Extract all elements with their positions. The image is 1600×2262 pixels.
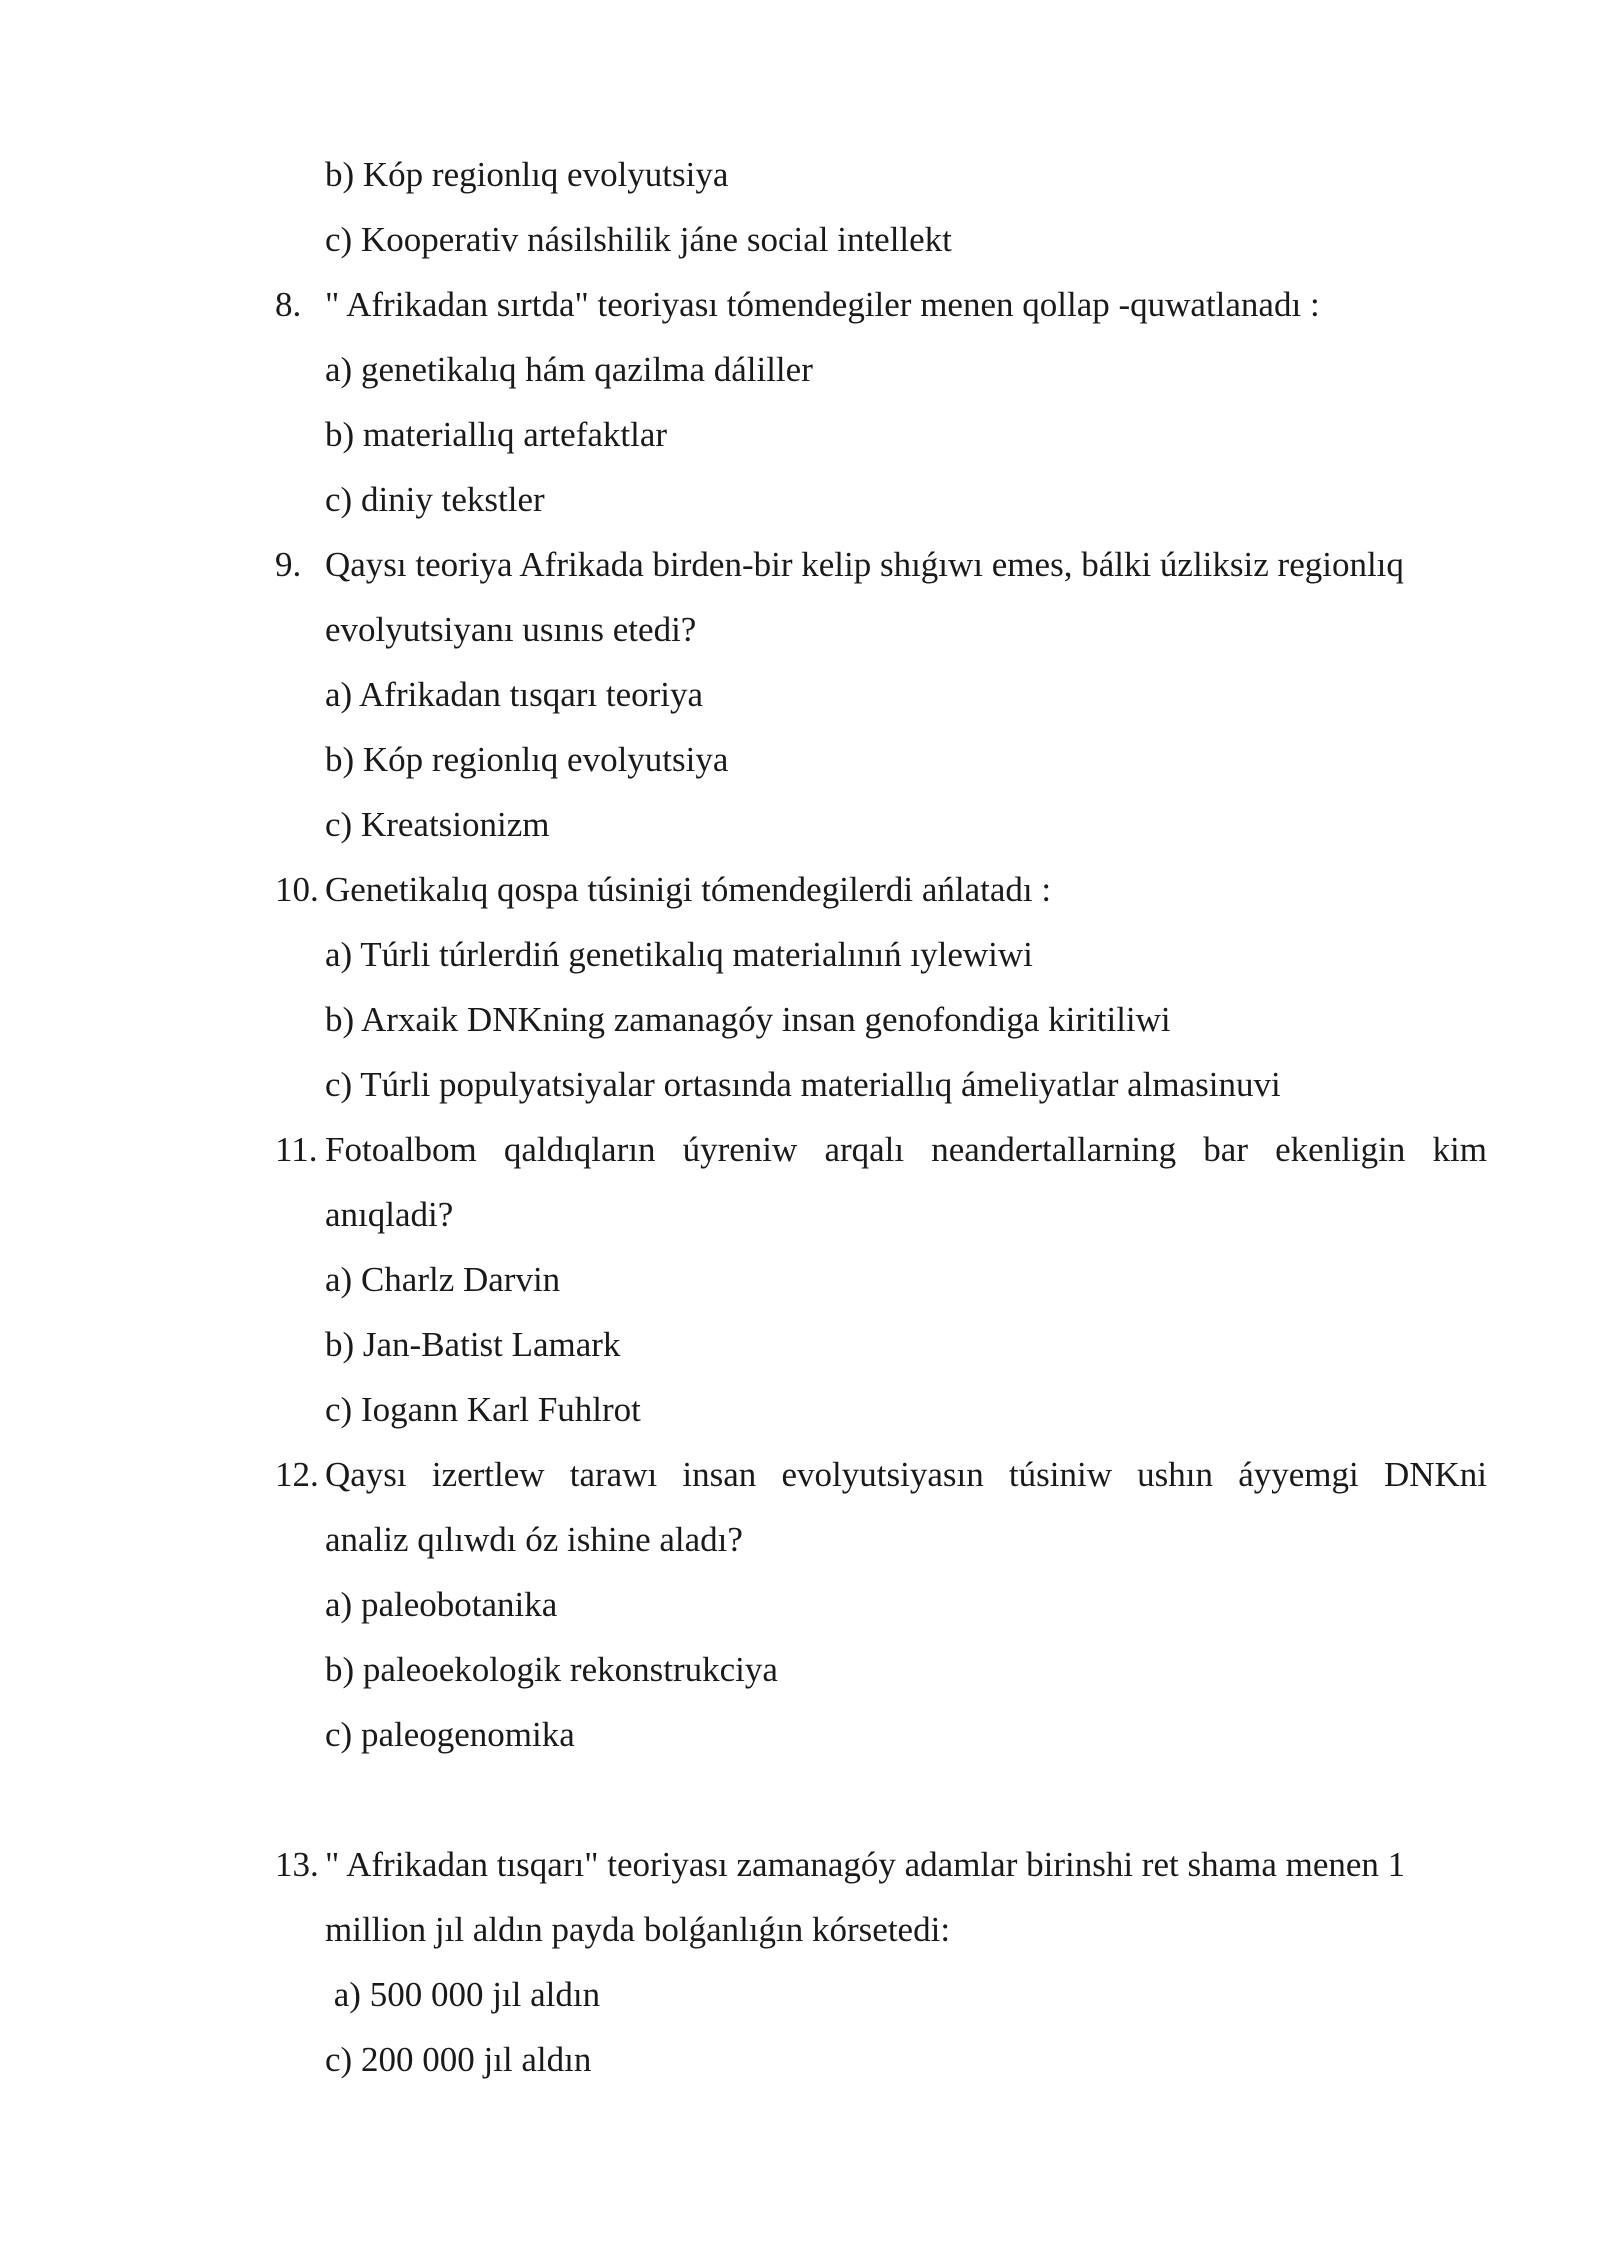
q13-option-c: c) 200 000 jıl aldın [325,2040,592,2079]
q12-option-b: b) paleoekologik rekonstrukciya [325,1650,778,1689]
q8-option-a: a) genetikalıq hám qazilma dáliller [325,350,813,389]
q12-text-line2: analiz qılıwdı óz ishine aladı? [325,1520,743,1559]
q8-option-c: c) diniy tekstler [325,480,545,519]
q13-text-line1: " Afrikadan tısqarı" teoriyası zamanagóy adamlar birinshi ret shama menen 1 [325,1845,1406,1884]
q8-number: 8. [275,285,302,324]
q8-option-b: b) materiallıq artefaktlar [325,415,668,454]
q11-text-line2: anıqladi? [325,1195,454,1234]
q11-option-a: a) Charlz Darvin [325,1260,561,1299]
q11-option-c: c) Iogann Karl Fuhlrot [325,1390,641,1429]
q10-option-b: b) Arxaik DNKning zamanagóy insan genofondiga kiritiliwi [325,1000,1171,1039]
q12-option-a: a) paleobotanika [325,1585,558,1624]
q7-option-c: c) Kooperativ násilshilik jáne social intellekt [325,220,952,259]
q11-text-line1: Fotoalbom qaldıqların úyreniw arqalı neandertallarning bar ekenligin kim [325,1130,1487,1169]
q11-option-b: b) Jan-Batist Lamark [325,1325,621,1364]
q9-text-line1: Qaysı teoriya Afrikada birden-bir kelip shıǵıwı emes, bálki úzliksiz regionlıq [325,545,1404,584]
q10-number: 10. [275,870,319,909]
q10-option-c: c) Túrli populyatsiyalar ortasında materiallıq ámeliyatlar almasinuvi [325,1065,1281,1104]
q13-option-a: a) 500 000 jıl aldın [325,1975,601,2014]
q7-option-b: b) Kóp regionlıq evolyutsiya [325,155,729,194]
q10-text: Genetikalıq qospa túsinigi tómendegilerdi ańlatadı : [325,870,1052,909]
q13-text-line2: million jıl aldın payda bolǵanlıǵın kórsetedi: [325,1910,951,1949]
q12-text-line1: Qaysı izertlew tarawı insan evolyutsiyasın túsiniw ushın áyyemgi DNKni [325,1455,1487,1494]
q11-number: 11. [275,1130,318,1169]
q9-option-b: b) Kóp regionlıq evolyutsiya [325,740,729,779]
q9-text-line2: evolyutsiyanı usınıs etedi? [325,610,697,649]
q10-option-a: a) Túrli túrlerdiń genetikalıq materialınıń ıylewiwi [325,935,1033,974]
q9-option-c: c) Kreatsionizm [325,805,550,844]
q12-number: 12. [275,1455,319,1494]
q9-option-a: a) Afrikadan tısqarı teoriya [325,675,704,714]
q12-option-c: c) paleogenomika [325,1715,575,1754]
q13-number: 13. [275,1845,319,1884]
q9-number: 9. [275,545,302,584]
q8-text: " Afrikadan sırtda" teoriyası tómendegiler menen qollap -quwatlanadı : [325,285,1320,324]
